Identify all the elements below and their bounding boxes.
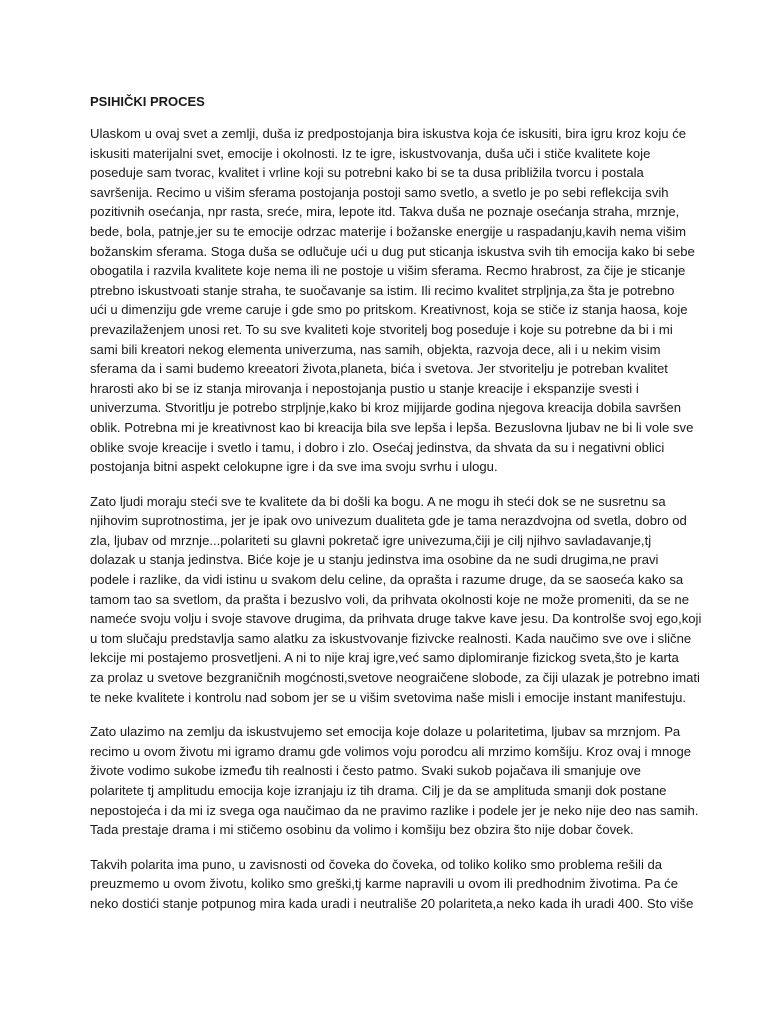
text-line: sami bili kreatori nekog elementa univerzuma, nas samih, objekta, razvoja dece, ali i u nekim visim	[90, 341, 661, 357]
text-line: u tom slučaju predstavlja samo alatku za iskustvovanje fizivcke realnosti. Kada naučimo sve ove i slične	[90, 630, 692, 646]
paragraph	[90, 124, 695, 477]
text-line: te neke kvalitete i kontrolu nad sobom jer se u višim svetovima naše misli i emocije instant manifestuju.	[90, 689, 687, 705]
text-line: dolazak u stanja jedinstva. Biće koje je u stanju jedinstva ima osobine da ne sudi drugima,ne pravi	[90, 552, 659, 568]
document-body	[90, 124, 702, 914]
document-title: PSIHIČKI PROCES	[90, 94, 205, 109]
document-page	[90, 92, 702, 929]
text-line: za prolaz u svetove bezgraničnih mogćnosti,svetove neograičene slobode, za čiji ulazak je potrebno imati	[90, 670, 700, 686]
text-line: Zato ljudi moraju steći sve te kvalitete da bi došli ka bogu. A ne mogu ih steći dok se ne susretnu sa	[90, 493, 666, 509]
paragraph	[90, 855, 694, 914]
text-line: njihovim suprotnostima, jer je ipak ovo univezum dualiteta gde je tama nerazdvojna od svetla, dobro od	[90, 513, 687, 529]
text-line: božanskim sferama. Stoga duša se odlučuje ući u dug put sticanja iskustva svih tih emocija kako bi sebe	[90, 243, 695, 259]
paragraph	[90, 722, 699, 840]
text-line: savršenija. Recimo u višim sferama postojanja postoji samo svetlo, a svetlo je po sebi reflekcija svih	[90, 184, 669, 200]
text-line: univerzuma. Stvoritlju je potrebo strpljnje,kako bi kroz mijijarde godina njegova kreacija dobila savršen	[90, 400, 681, 416]
text-line: tamom tao sa svetlom, da prašta i bezuslvo voli, da prihvata okolnosti koje ne može promeniti, da se ne	[90, 591, 689, 607]
text-line: podele i razlike, da vidi istinu u svakom delu celine, da oprašta i razume druge, da se saoseća kako sa	[90, 572, 684, 588]
text-line: pozitivnih osećanja, npr rasta, sreće, mira, lepote itd. Takva duša ne poznaje osećanja straha, mrznje,	[90, 204, 680, 220]
text-line: bede, bola, patnje,jer su te emocije odrzac materije i božanske energije u raspadanju,kavih nema višim	[90, 223, 687, 239]
text-line: nepostojeća i da mi iz svega oga naučimao da ne pravimo razlike i podele jer je neko nije deo nas samih.	[90, 802, 699, 818]
text-line: oblik. Potrebna mi je kreativnost kao bi kreacija bila sve lepša i lepša. Bezuslovna ljubav ne bi li vole sve	[90, 419, 694, 435]
text-line: neko dostići stanje potpunog mira kada uradi i neutrališe 20 polariteta,a neko kada ih uradi 400. Sto više	[90, 895, 694, 911]
text-line: Zato ulazimo na zemlju da iskustvujemo set emocija koje dolaze u polaritetima, ljubav sa mrznjom. Pa	[90, 724, 681, 740]
text-line: živote vodimo sukobe između tih realnosti i često patmo. Svaki sukob pojačava ili smanjuje ove	[90, 763, 641, 779]
text-line: poseduje sam tvorac, kvalitet i vrline koji su potrebni kako bi se ta dusa približila tvorcu i postala	[90, 165, 644, 181]
text-line: lekcije mi postajemo prosvetljeni. A ni to nije kraj igre,već samo diplomiranje fizickog sveta,što je karta	[90, 650, 679, 666]
text-line: hrarosti ako bi se iz stanja mirovanja i nepostojanja pustio u stanje kreacije i ekspanzije svesti i	[90, 380, 639, 396]
text-line: iskusiti materijalni svet, emocije i okolnosti. Iz te igre, iskustvovanja, duša uči i stiče kvalitete koje	[90, 145, 651, 161]
text-line: sferama da i sami budemo kreeatori života,planeta, bića i svetova. Jer stvoritelju je potreban kvalitet	[90, 361, 668, 377]
text-line: ući u dimenziju gde vreme caruje i gde smo po pritskom. Kreativnost, koja se stiče iz stanja haosa, koje	[90, 302, 688, 318]
text-line: prevazilaženjem unosi ret. To su sve kvaliteti koje stvoritelj bog poseduje i koje su potrebne da bi i mi	[90, 321, 673, 337]
text-line: postojanja bitni aspekt celokupne igre i da sve ima svoju svrhu i ulogu.	[90, 459, 498, 475]
text-line: preuzmemo u ovom životu, koliko smo greški,tj karme napravili u ovom ili predhodnim životima. Pa će	[90, 876, 678, 892]
text-line: Ulaskom u ovaj svet a zemlji, duša iz predpostojanja bira iskustva koja će iskusiti, bira igru kroz koju će	[90, 126, 687, 141]
paragraph	[90, 492, 702, 708]
text-line: Takvih polarita ima puno, u zavisnosti od čoveka do čoveka, od toliko koliko smo problema rešili da	[90, 856, 663, 872]
text-line: ptrebno iskustvoati stanje straha, te suočavanje sa istim. Ili recimo kvalitet strpljnja,za šta je potrebno	[90, 282, 675, 298]
text-line: polaritete tj amplitudu emocija koje izranjaju iz tih drama. Cilj je da se amplituda smanji dok postane	[90, 783, 667, 798]
text-line: oblike svoje kreacije i svetlo i tamu, i dobro i zlo. Osećaj jedinstva, da shvata da su i negativni oblici	[90, 439, 665, 455]
text-line: recimo u ovom životu mi igramo dramu gde volimos voju porodcu ali mrzimo komšiju. Kroz ovaj i mnoge	[90, 743, 692, 759]
text-line: Tada prestaje drama i mi stičemo osobinu da volimo i komšiju bez obzira što nije dobar čovek.	[90, 822, 634, 838]
text-line: nameće svoju volju i svoje stavove drugima, da prihvata druge takve kave jesu. Da kontrolše svoj ego,koji	[90, 611, 702, 627]
text-line: zla, ljubav od mrznje...polariteti su glavni pokretač igre univezuma,čiji je cilj njihvo savladavanje,tj	[90, 532, 652, 548]
text-line: obogatila i razvila kvalitete koje nema ili ne postoje u višim sferama. Recmo hrabrost, za čije je sticanje	[90, 263, 686, 279]
